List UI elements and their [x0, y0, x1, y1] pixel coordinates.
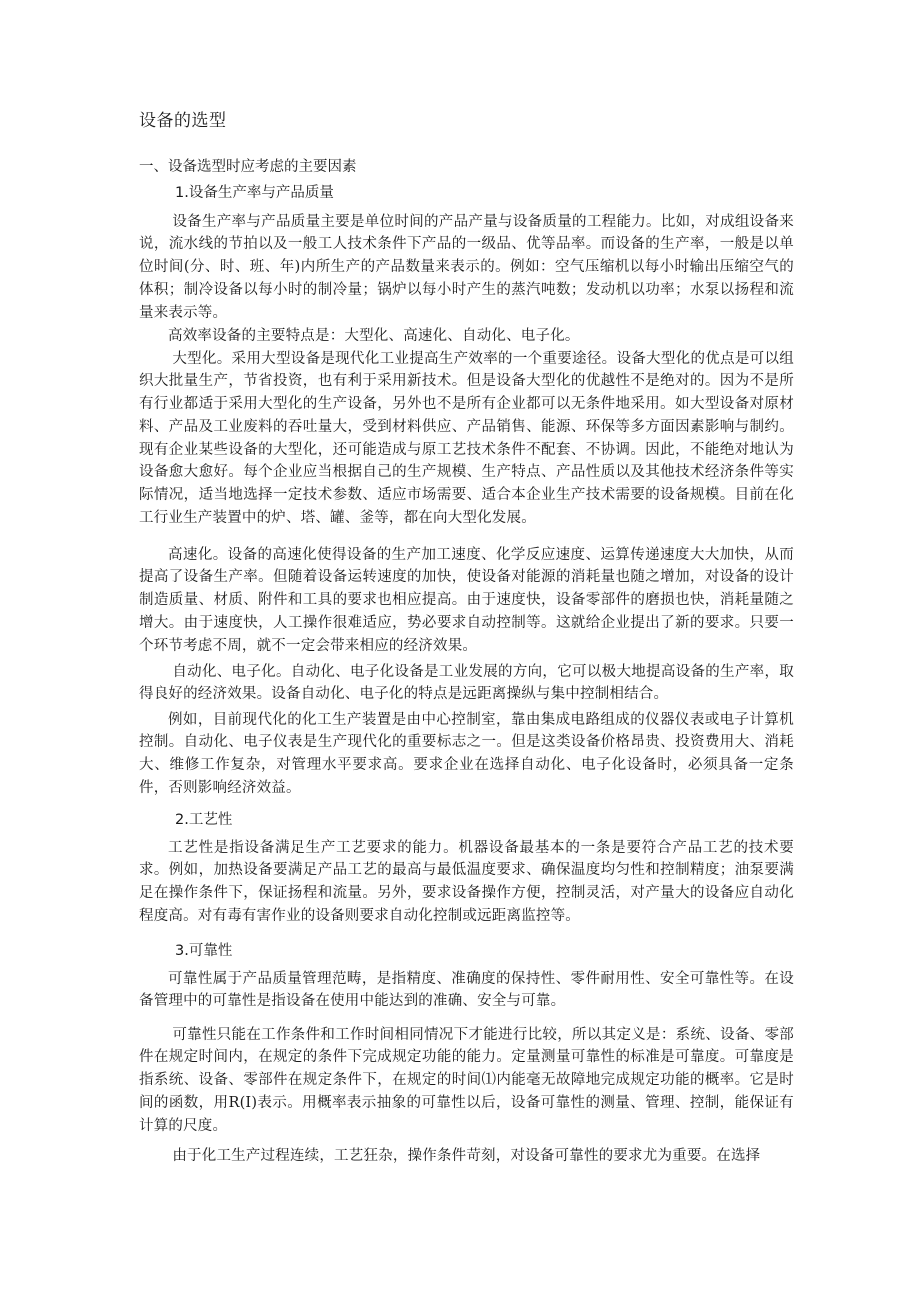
paragraph-large-scale: 大型化。采用大型设备是现代化工业提高生产效率的一个重要途径。设备大型化的优点是可以组织大批量生产，节省投资，也有利于采用新技术。但是设备大型化的优越性不是绝对的。因为不是所有行业都适于采用大型化的生产设备，另外也不是所有企业都可以无条件地采用。如大型设备对原材料、产品及工业废料的吞吐量大，受到材料供应、产品销售、能源、环保等多方面因素影响与制约。现有企业某些设备的大型化，还可能造成与原工艺技术条件不配套、不协调。因此，不能绝对地认为设备愈大愈好。每个企业应当根据自己的生产规模、生产特点、产品性质以及其他技术经济条件等实际情况，适当地选择一定技术参数、适应市场需要、适合本企业生产技术需要的设备规模。目前在化工行业生产装置中的炉、塔、罐、釜等，都在向大型化发展。	[139, 350, 794, 527]
item-heading-reliability	[175, 940, 232, 962]
item-title: .可靠性	[184, 943, 233, 959]
section-heading: 一、设备选型时应考虑的主要因素	[139, 159, 357, 175]
document-title: 设备的选型	[139, 111, 227, 131]
item-number: 3	[175, 943, 185, 959]
paragraph-process: 工艺性是指设备满足生产工艺要求的能力。机器设备最基本的一条是要符合产品工艺的技术要求。例如，加热设备要满足产品工艺的最高与最低温度要求、确保温度均匀性和控制精度；油泵要满足在操作条件下，保证扬程和流量。另外，要求设备操作方便，控制灵活，对产量大的设备应自动化程度高。对有毒有害作业的设备则要求自动化控制或远距离监控等。	[139, 839, 794, 924]
paragraph-chemical-process: 由于化工生产过程连续，工艺狂杂，操作条件苛刻，对设备可靠性的要求尤为重要。在选择	[172, 1147, 761, 1164]
paragraph-high-efficiency: 高效率设备的主要特点是：大型化、高速化、自动化、电子化。	[168, 327, 580, 344]
item-title: .设备生产率与产品质量	[184, 185, 334, 201]
item-heading-production	[175, 182, 334, 204]
item-heading-process	[175, 809, 232, 831]
paragraph-reliability-measure: 可靠性只能在工作条件和工作时间相同情况下才能进行比较，所以其定义是：系统、设备、零部件在规定时间内，在规定的条件下完成规定功能的能力。定量测量可靠性的标准是可靠度。可靠度是指系统、设备、零部件在规定条件下，在规定的时间⑴内能毫无故障地完成规定功能的概率。它是时间的函数，用R(I)表示。用概率表示抽象的可靠性以后，设备可靠性的测量、管理、控制，能保证有计算的尺度。	[139, 1026, 794, 1134]
paragraph-reliability-definition: 可靠性属于产品质量管理范畴，是指精度、准确度的保持性、零件耐用性、安全可靠性等。在设备管理中的可靠性是指设备在使用中能达到的准确、安全与可靠。	[139, 970, 794, 1010]
paragraph-productivity: 设备生产率与产品质量主要是单位时间的产品产量与设备质量的工程能力。比如，对成组设备来说，流水线的节拍以及一般工人技术条件下产品的一级品、优等品率。而设备的生产率，一般是以单位时间(分、时、班、年)内所生产的产品数量来表示的。例如：空气压缩机以每小时输出压缩空气的体积；制冷设备以每小时的制冷量；锅炉以每小时产生的蒸汽吨数；发动机以功率；水泵以扬程和流量来表示等。	[139, 213, 794, 321]
paragraph-example: 例如，目前现代化的化工生产装置是由中心控制室，靠由集成电路组成的仪器仪表或电子计算机控制。自动化、电子仪表是生产现代化的重要标志之一。但是这类设备价格昂贵、投资费用大、消耗大、维修工作复杂，对管理水平要求高。要求企业在选择自动化、电子化设备时，必须具备一定条件，否则影响经济效益。	[139, 711, 794, 796]
item-title: .工艺性	[184, 812, 233, 828]
item-number: 1	[175, 185, 185, 201]
paragraph-high-speed: 高速化。设备的高速化使得设备的生产加工速度、化学反应速度、运算传递速度大大加快，从而提高了设备生产率。但随着设备运转速度的加快，使设备对能源的消耗量也随之增加，对设备的设计制造质量、材质、附件和工具的要求也相应提高。由于速度快，设备零部件的磨损也快，消耗量随之增大。由于速度快，人工操作很难适应，势必要求自动控制等。这就给企业提出了新的要求。只要一个环节考虑不周，就不一定会带来相应的经济效果。	[139, 546, 794, 654]
paragraph-automation: 自动化、电子化。自动化、电子化设备是工业发展的方向，它可以极大地提高设备的生产率，取得良好的经济效果。设备自动化、电子化的特点是远距离操纵与集中控制相结合。	[139, 663, 794, 703]
item-number: 2	[175, 812, 185, 828]
